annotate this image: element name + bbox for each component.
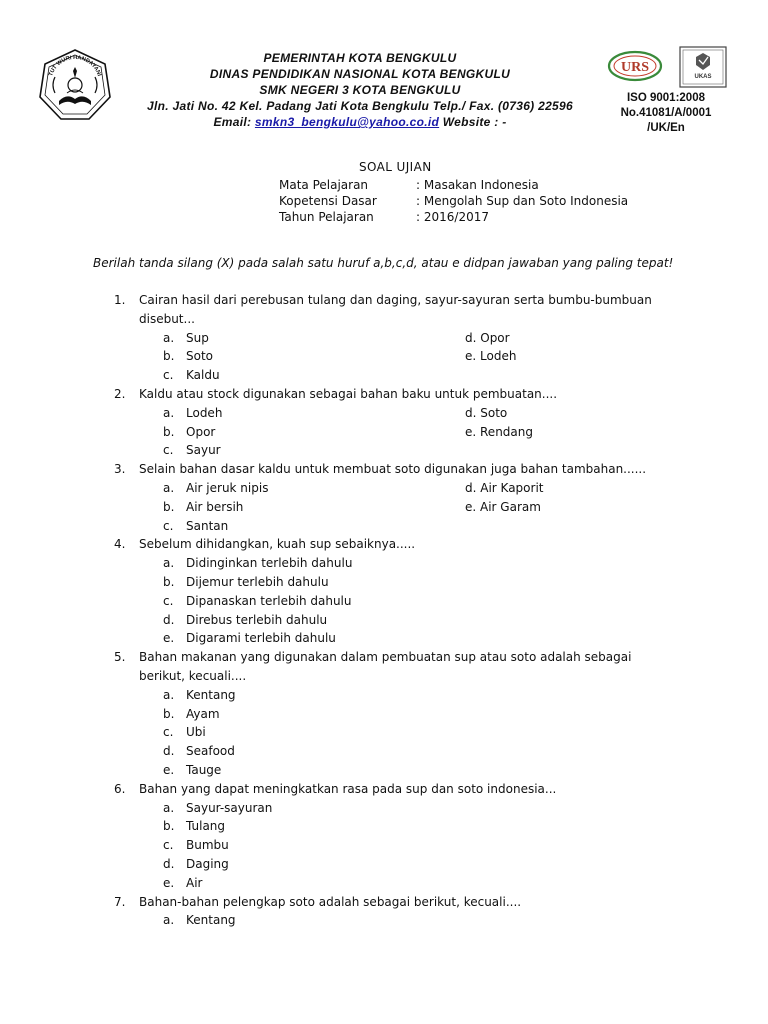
option-letter[interactable]: c. [163, 368, 174, 383]
option-letter[interactable]: b. [163, 424, 175, 439]
option-right-column[interactable]: e. Air Garam [465, 499, 541, 514]
exam-info-label: Kopetensi Dasar [279, 194, 377, 208]
option-right-column[interactable]: d. Air Kaporit [465, 480, 544, 495]
option-text: Tulang [186, 819, 226, 834]
question-item [0, 385, 768, 460]
letterhead-department: DINAS PENDIDIKAN NASIONAL KOTA BENGKULU [209, 67, 511, 81]
option-letter[interactable]: d. [163, 612, 175, 627]
option-letter[interactable]: b. [163, 349, 175, 364]
option-letter[interactable]: d. [163, 856, 175, 871]
letterhead-address: Jln. Jati No. 42 Kel. Padang Jati Kota Bengkulu Telp./ Fax. (0736) 22596 [147, 99, 573, 113]
answer-option-row [0, 498, 768, 517]
answer-option-row [0, 723, 768, 742]
answer-option-row [0, 629, 768, 648]
urs-logo-icon [609, 52, 661, 80]
answer-option-row [0, 404, 768, 423]
answer-option-row [0, 799, 768, 818]
question-stem [0, 780, 768, 799]
option-text: Soto [186, 349, 214, 364]
website-label: Website : - [442, 115, 507, 129]
option-letter[interactable]: a. [163, 405, 175, 420]
exam-info-label: Tahun Pelajaran [279, 210, 374, 224]
answer-option-row [0, 573, 768, 592]
option-text: Sayur-sayuran [186, 800, 273, 815]
option-text: Seafood [186, 744, 235, 759]
option-letter[interactable]: c. [163, 838, 174, 853]
option-letter[interactable]: a. [163, 687, 175, 702]
letterhead-government: PEMERINTAH KOTA BENGKULU [263, 51, 457, 65]
question-item [0, 291, 768, 385]
option-text: Kentang [186, 687, 236, 702]
letterhead [120, 50, 600, 130]
answer-option-row [0, 517, 768, 536]
answer-option-row [0, 592, 768, 611]
answer-option-row [0, 874, 768, 893]
option-text: Air jeruk nipis [186, 480, 269, 495]
option-right-column[interactable]: d. Soto [465, 405, 508, 420]
question-stem [0, 893, 768, 912]
exam-title: SOAL UJIAN [359, 160, 432, 174]
exam-info-label: Mata Pelajaran [279, 178, 369, 192]
option-letter[interactable]: b. [163, 706, 175, 721]
option-text: Santan [186, 518, 229, 533]
question-number: 3. [114, 462, 126, 477]
option-letter[interactable]: c. [163, 518, 174, 533]
question-text: Kaldu atau stock digunakan sebagai bahan baku untuk pembuatan.... [139, 386, 558, 401]
answer-option-row [0, 705, 768, 724]
option-letter[interactable]: c. [163, 593, 174, 608]
option-letter[interactable]: c. [163, 443, 174, 458]
option-text: Air [186, 875, 203, 890]
email-label: Email: [213, 115, 252, 129]
question-text: Cairan hasil dari perebusan tulang dan daging, sayur-sayuran serta bumbu-bumbuan disebut... [139, 293, 652, 326]
option-text: Dijemur terlebih dahulu [186, 574, 329, 589]
ukas-logo-text: UKAS [694, 74, 712, 80]
question-stem [0, 385, 768, 404]
answer-option-row [0, 366, 768, 385]
option-text: Ubi [186, 725, 206, 740]
answer-option-row [0, 742, 768, 761]
option-letter[interactable]: e. [163, 631, 175, 646]
answer-option-row [0, 817, 768, 836]
option-text: Kentang [186, 913, 236, 928]
option-letter[interactable]: c. [163, 725, 174, 740]
certificate-number: No.41081/A/0001 [620, 107, 712, 119]
exam-info-value: : 2016/2017 [416, 210, 489, 224]
letterhead-school: SMK NEGERI 3 KOTA BENGKULU [259, 83, 461, 97]
question-list [0, 291, 768, 930]
email-link[interactable]: smkn3_bengkulu@yahoo.co.id [254, 115, 440, 129]
option-letter[interactable]: a. [163, 800, 175, 815]
question-text: Bahan-bahan pelengkap soto adalah sebagai berikut, kecuali.... [139, 894, 522, 909]
question-item [0, 535, 768, 648]
option-text: Tauge [186, 762, 222, 777]
question-item [0, 780, 768, 893]
certification-logos [606, 45, 731, 90]
question-text: Bahan yang dapat meningkatkan rasa pada sup dan soto indonesia... [139, 781, 557, 796]
question-number: 1. [114, 293, 126, 307]
answer-option-row [0, 347, 768, 366]
option-letter[interactable]: b. [163, 499, 175, 514]
option-text: Air bersih [186, 499, 244, 514]
option-text: Direbus terlebih dahulu [186, 612, 328, 627]
answer-option-row [0, 855, 768, 874]
iso-standard: ISO 9001:2008 [626, 92, 705, 104]
certification-block [606, 91, 726, 136]
option-letter[interactable]: a. [163, 480, 175, 495]
question-number: 5. [114, 650, 126, 665]
question-stem [0, 460, 768, 479]
option-text: Lodeh [186, 405, 223, 420]
option-letter[interactable]: b. [163, 574, 175, 589]
letterhead-contact [120, 114, 600, 130]
option-letter[interactable]: e. [163, 875, 175, 890]
option-letter[interactable]: d. [163, 744, 175, 759]
question-number: 6. [114, 781, 126, 796]
question-text: Sebelum dihidangkan, kuah sup sebaiknya..... [139, 537, 416, 552]
question-item [0, 460, 768, 535]
tut-wuri-handayani-logo-icon [37, 47, 113, 123]
option-text: Digarami terlebih dahulu [186, 631, 336, 646]
exam-instruction: Berilah tanda silang (X) pada salah satu huruf a,b,c,d, atau e didpan jawaban yang paling tepat! [93, 256, 674, 270]
question-number: 4. [114, 537, 126, 552]
question-stem [0, 291, 768, 329]
question-stem [0, 535, 768, 554]
answer-option-row [0, 441, 768, 460]
certificate-suffix: /UK/En [647, 122, 685, 134]
answer-option-row [0, 761, 768, 780]
question-text: Selain bahan dasar kaldu untuk membuat soto digunakan juga bahan tambahan...... [139, 462, 647, 477]
option-letter[interactable]: a. [163, 913, 175, 928]
question-stem [0, 648, 768, 686]
answer-option-row [0, 836, 768, 855]
option-right-column[interactable]: e. Rendang [465, 424, 533, 439]
option-right-column[interactable]: d. Opor [465, 330, 510, 345]
answer-option-row [0, 554, 768, 573]
option-right-column[interactable]: e. Lodeh [465, 349, 517, 364]
option-text: Opor [186, 424, 216, 439]
option-text: Bumbu [186, 838, 229, 853]
logo-motto-text: TUT WURI HANDAYANI [48, 54, 102, 78]
option-letter[interactable]: a. [163, 330, 175, 345]
urs-logo-text: URS [620, 60, 650, 75]
exam-info-value: : Mengolah Sup dan Soto Indonesia [416, 194, 629, 208]
option-text: Didinginkan terlebih dahulu [186, 556, 353, 571]
answer-option-row [0, 329, 768, 348]
question-number: 7. [114, 894, 126, 909]
option-text: Kaldu [186, 368, 220, 383]
option-text: Dipanaskan terlebih dahulu [186, 593, 352, 608]
question-text: Bahan makanan yang digunakan dalam pembuatan sup atau soto adalah sebagai berikut, kecuali.... [139, 650, 632, 683]
ukas-logo-icon [680, 47, 726, 87]
answer-option-row [0, 479, 768, 498]
option-text: Sayur [186, 443, 221, 458]
option-letter[interactable]: a. [163, 556, 175, 571]
question-item [0, 648, 768, 780]
option-text: Sup [186, 330, 209, 345]
question-number: 2. [114, 386, 126, 401]
option-text: Ayam [186, 706, 220, 721]
option-letter[interactable]: b. [163, 819, 175, 834]
option-text: Daging [186, 856, 229, 871]
answer-option-row [0, 686, 768, 705]
answer-option-row [0, 611, 768, 630]
answer-option-row [0, 911, 768, 930]
question-item [0, 893, 768, 931]
option-letter[interactable]: e. [163, 762, 175, 777]
answer-option-row [0, 423, 768, 442]
exam-info-value: : Masakan Indonesia [416, 178, 539, 192]
